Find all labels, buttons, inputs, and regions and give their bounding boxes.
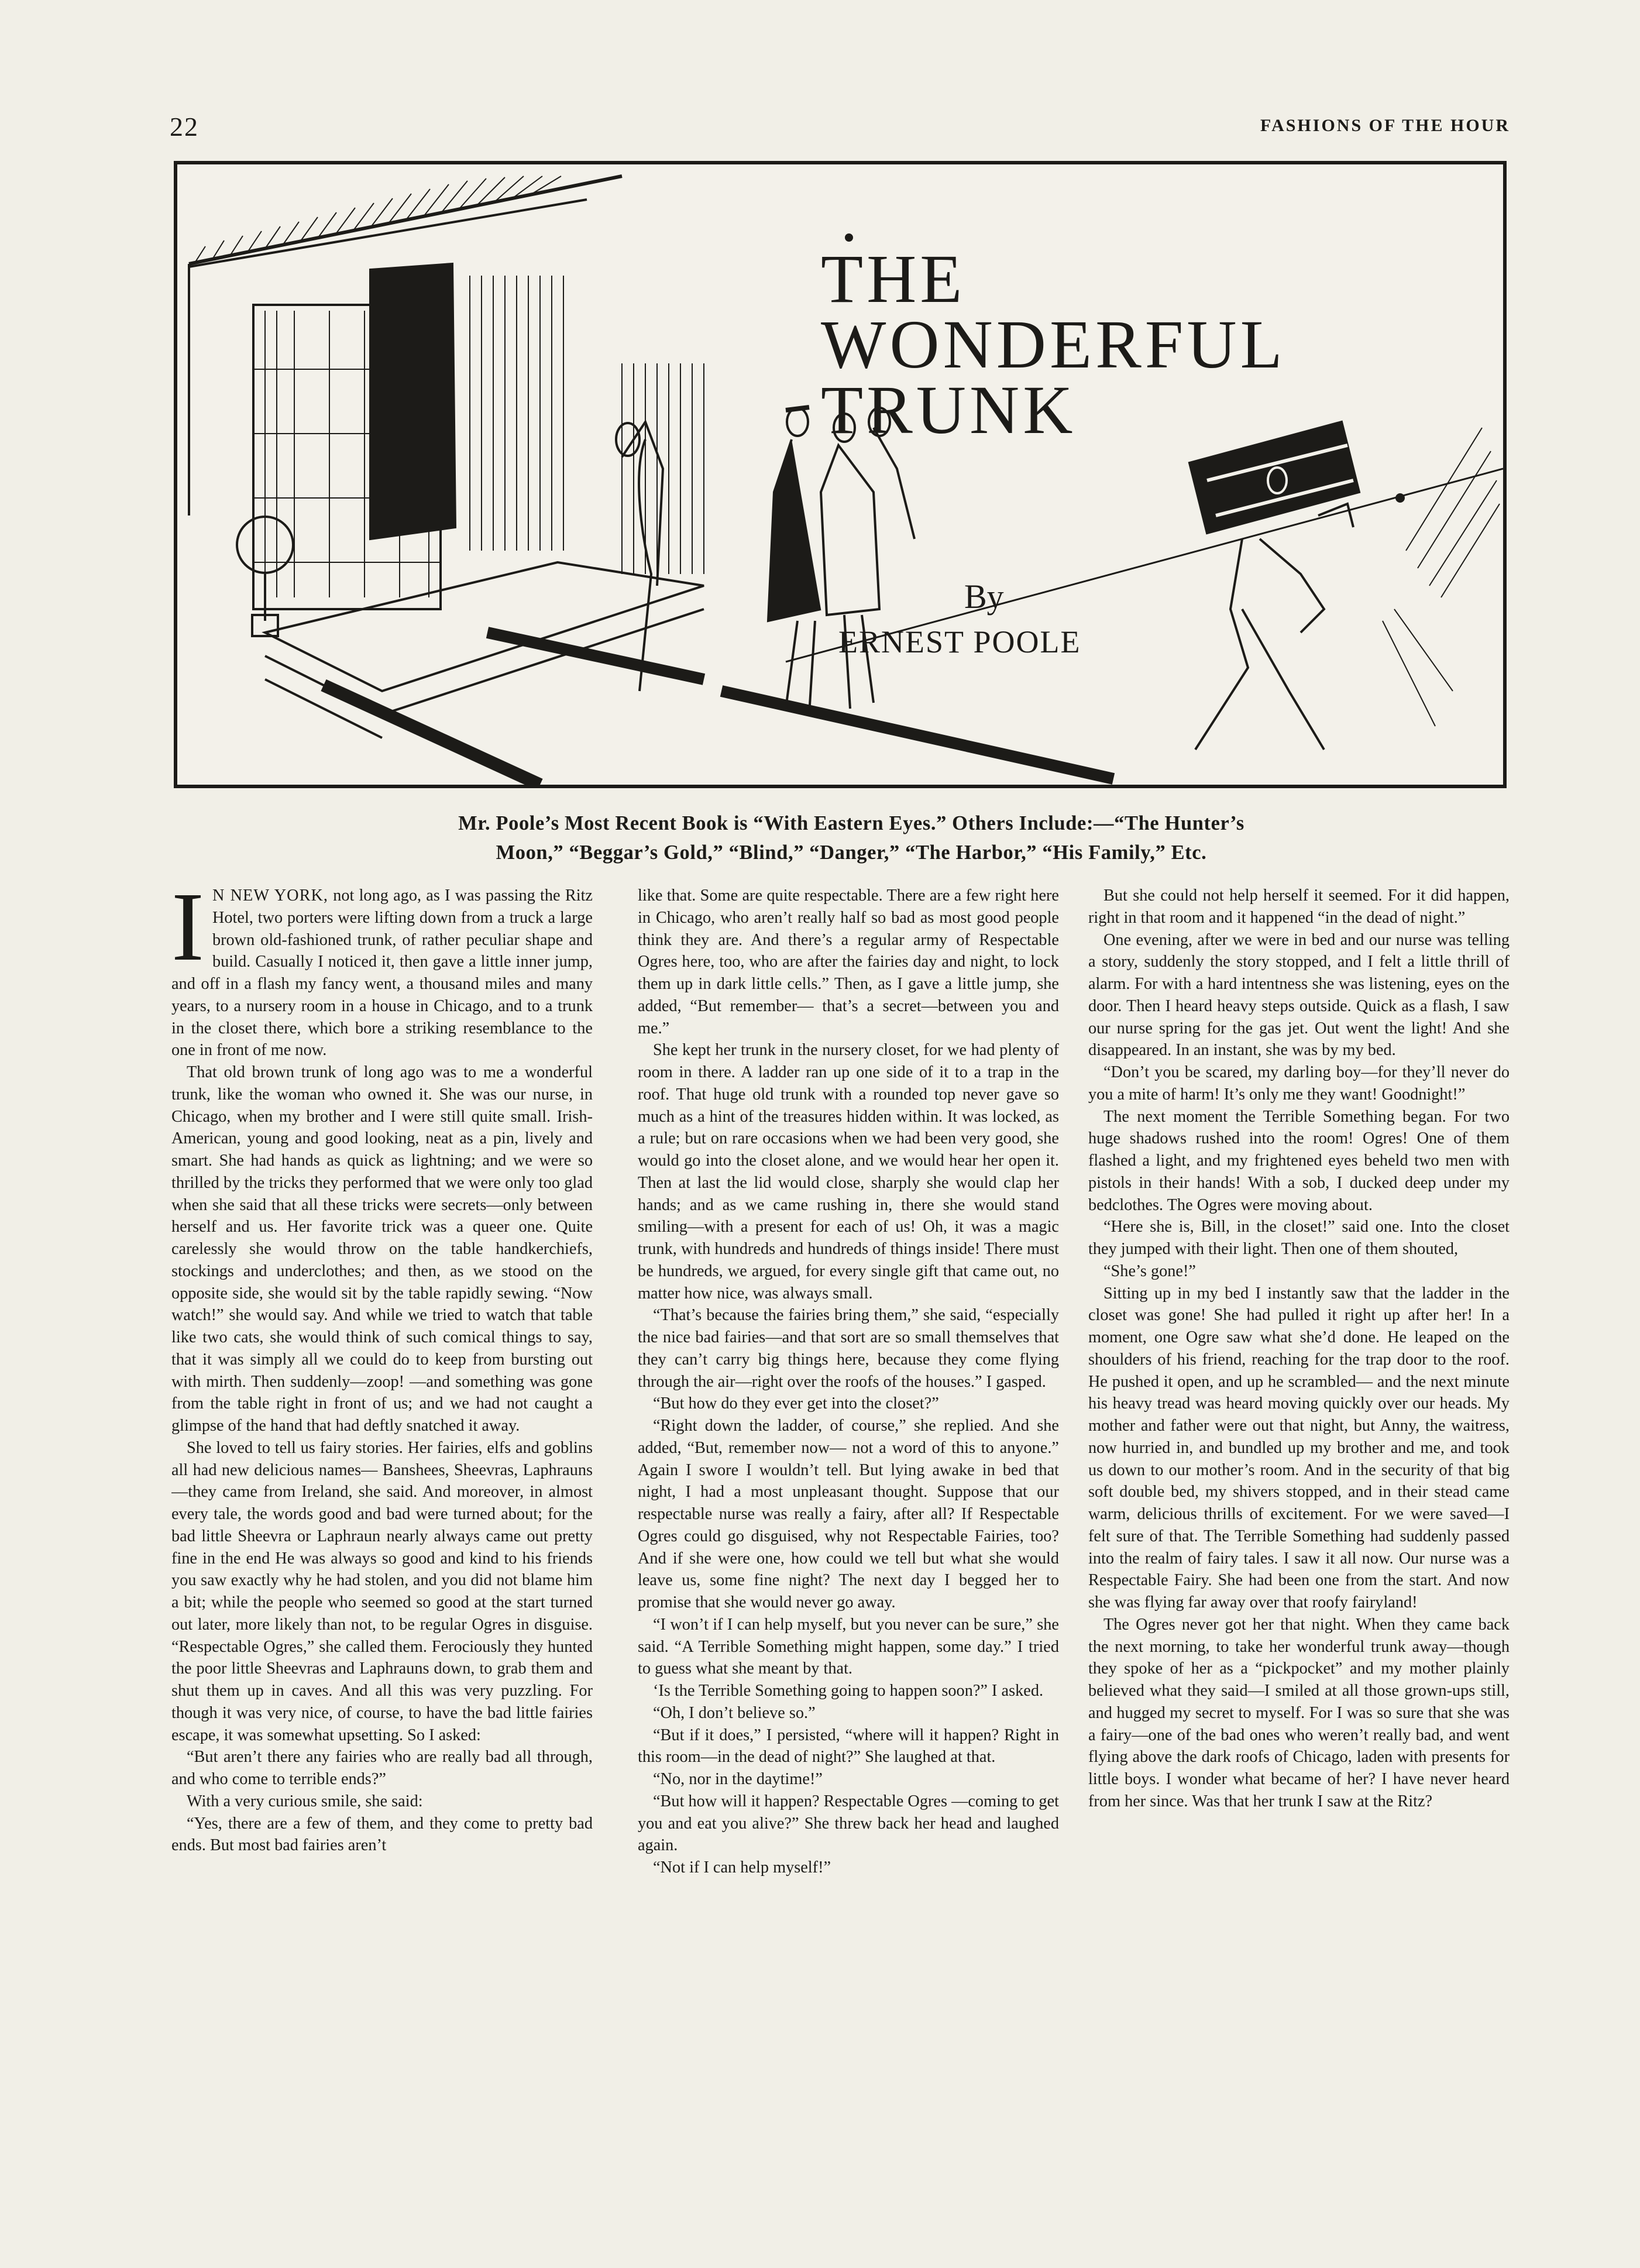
paragraph: That old brown trunk of long ago was to me a wonderful trunk, like the woman who owned it. She was our nurse, in Chicago, when my brother and I were still quite small. Irish-American, young and good looking, neat as a pin, lively and smart. She had hands as quick as lightning; and we were so thrilled by the tricks they performed that we were only too glad when she said that all these tricks were secrets—only between herself and us. Her favorite trick was a queer one. Quite carelessly she would throw on the table handkerchiefs, stockings and underclothes; and then, as we stood on the opposite side, she would sit by the table rapidly sewing. “Now watch!” she would say. And while we tried to watch that table like two cats, she would think of such comical things to say, that it was simply all we could do to keep from bursting out with mirth. Then suddenly—zoop! —and something was gone from the table right in front of us; and we had not caught a glimpse of the hand that had deftly snatched it away. <box>171 1063 593 1435</box>
paragraph: “But how will it happen? Respectable Ogres —coming to get you and eat you alive?” She threw back her head and laughed again. <box>638 1792 1059 1855</box>
paragraph: “But aren’t there any fairies who are really bad all through, and who come to terrible ends?” <box>171 1748 593 1788</box>
article-column-2 <box>638 885 1059 2207</box>
opening-paragraph <box>171 885 593 1061</box>
byline-by: By <box>964 578 1004 616</box>
title-illustration <box>174 161 1507 788</box>
paragraph: Sitting up in my bed I instantly saw that the ladder in the closet was gone! She had pulled it right up after her! In a moment, one Ogre saw what she’d done. He leaped on the shoulders of his friend, reaching for the trap door to the roof. He pushed it open, and up he scrambled— and the next minute his heavy tread was heard moving quickly over our heads. My mother and father were out that night, but Anny, the waitress, now hurried in, and bundled up my brother and me, and took us down to our mother’s room. And in the security of that big soft double bed, my shivers stopped, and in their stead came warm, delicious thrills of excitement. For we were saved—I felt sure of that. The Terrible Something had suddenly passed into the realm of fairy tales. I saw it all now. Our nurse was a Respectable Fairy. She had been one from the start. And now she was flying far away over that roofy fairyland! <box>1088 1284 1510 1611</box>
paragraph: She kept her trunk in the nursery closet, for we had plenty of room in there. A ladder ran up one side of it to a trap in the roof. That huge old trunk with a rounded top never gave so much as a hint of the treasures hidden within. It was locked, as a rule; but on rare occasions when we had been very good, she would go into the closet alone, and we would hear her open it. Then at last the lid would close, sharply she would clap her hands; and as we came rushing in, there she would stand smiling—with a present for each of us! Oh, it was a magic trunk, with hundreds and hundreds of things inside! There must be hundreds, we argued, for every single gift that came out, no matter how nice, was always small. <box>638 1041 1059 1303</box>
paragraph: “That’s because the fairies bring them,” she said, “especially the nice bad fairies—and that sort are so small themselves that they can’t carry big things here, because they come flying through the air—right over the roofs of the houses.” I gasped. <box>638 1306 1059 1391</box>
paragraph: “But how do they ever get into the closet?” <box>653 1394 939 1413</box>
paragraph: “But if it does,” I persisted, “where will it happen? Right in this room—in the dead of night?” She laughed at that. <box>638 1726 1059 1767</box>
paragraph: like that. Some are quite respectable. There are a few right here in Chicago, who aren’t really half so bad as most good people think they are. And there’s a regular army of Respectable Ogres here, too, who are after the fairies day and night, to lock them up in dark little cells.” Then, as I gave a little jump, she added, “But remember— that’s a secret—between you and me.” <box>638 886 1059 1037</box>
paragraph: The Ogres never got her that night. When they came back the next morning, to take her wonderful trunk away—though they spoke of her as a “pickpocket” and my mother plainly believed what they said—I smiled at all those grown-ups still, and hugged my secret to myself. For I was so sure that she was a fairy—one of the bad ones who weren’t really bad, and went flying above the dark roofs of Chicago, laden with presents for little boys. I wonder what became of her? I have never heard from her since. Was that her trunk I saw at the Ritz? <box>1088 1615 1510 1810</box>
paragraph: “Oh, I don’t believe so.” <box>653 1703 816 1722</box>
paragraph: “Yes, there are a few of them, and they come to pretty bad ends. But most bad fairies aren’t <box>171 1814 593 1855</box>
title-line-2: WONDERFUL <box>821 306 1286 383</box>
caption-line-1: Mr. Poole’s Most Recent Book is “With Eastern Eyes.” Others Include:—“The Hunter’s <box>458 812 1244 834</box>
paragraph: One evening, after we were in bed and our nurse was telling a story, suddenly the story stopped, and I felt a little thrill of alarm. For with a hard intentness she was listening, eyes on the door. Then I heard heavy steps outside. Quick as a flash, I saw our nurse spring for the gas jet. Out went the light! And she disappeared. In an instant, she was by my bed. <box>1088 930 1510 1060</box>
paragraph: The next moment the Terrible Something began. For two huge shadows rushed into the room! Ogres! One of them flashed a light, and my frightened eyes beheld two men with pistols in their hands! With a sob, I ducked deep under my bedclothes. The Ogres were moving about. <box>1088 1107 1510 1214</box>
paragraph: “I won’t if I can help myself, but you never can be sure,” she said. “A Terrible Something might happen, some day.” I tried to guess what she meant by that. <box>638 1615 1059 1678</box>
page-header <box>170 111 1510 140</box>
title-block <box>821 240 1286 659</box>
article-column-1 <box>171 885 593 2207</box>
paragraph: “Here she is, Bill, in the closet!” said one. Into the closet they jumped with their light. Then one of them shouted, <box>1088 1218 1510 1258</box>
paragraph: But she could not help herself it seemed. For it did happen, right in that room and it happened “in the dead of night.” <box>1088 886 1510 927</box>
drop-cap: I <box>171 885 204 981</box>
title-line-3: TRUNK <box>821 372 1077 448</box>
paragraph: “She’s gone!” <box>1103 1262 1196 1280</box>
paragraph: “Not if I can help myself!” <box>653 1858 831 1877</box>
opening-words: N NEW YORK, <box>212 886 328 905</box>
paragraph: “Right down the ladder, of course,” she replied. And she added, “But, remember now— not a word of this to anyone.” Again I swore I wouldn’t tell. But lying awake in bed that night, I had a most unpleasant thought. Suppose that our respectable nurse was really a fairy, after all? If Respectable Ogres could go disguised, why not Respectable Fairies, too? And if she were one, how could we tell but what she would leave us, some fine night? The next day I begged her to promise that she would never go away. <box>638 1417 1059 1611</box>
article-column-3 <box>1088 885 1510 2207</box>
paragraph: not long ago, as I was passing the Ritz Hotel, two porters were lifting down from a truck a large brown old-fashioned trunk, of rather peculiar shape and build. Casually I noticed it, then gave a little inner jump, and off in a flash my fancy went, a thousand miles and many years, to a nursery room in a house in Chicago, and to a trunk in the closet there, which bore a striking resemblance to the one in front of me now. <box>171 886 593 1060</box>
paragraph: ‘Is the Terrible Something going to happen soon?” I asked. <box>653 1682 1044 1700</box>
paragraph: With a very curious smile, she said: <box>187 1792 423 1810</box>
paragraph: “Don’t you be scared, my darling boy—for they’ll never do you a mite of harm! It’s only me they want! Goodnight!” <box>1088 1063 1510 1104</box>
paragraph: “No, nor in the daytime!” <box>653 1770 823 1788</box>
page-number: 22 <box>170 112 199 142</box>
running-head: FASHIONS OF THE HOUR <box>1260 116 1510 135</box>
book-caption <box>351 809 1352 867</box>
author-name: ERNEST POOLE <box>838 624 1081 659</box>
paragraph: She loved to tell us fairy stories. Her fairies, elfs and goblins all had new delicious names— Banshees, Sheevras, Laphrauns—they came from Ireland, she said. And moreover, in almost every tale, the words good and bad were turned about; for the bad little Sheevra or Laphraun nearly always came out pretty fine in the end He was always so good and kind to his friends you saw exactly why he had stolen, and you did not blame him a bit; while the people who seemed so good at the start turned out later, more likely than not, to be regular Ogres in disguise. “Respectable Ogres,” she called them. Ferociously they hunted the poor little Sheevras and Laphrauns down, to grab them and shut them up in caves. And all this was very puzzling. For though it was very nice, of course, to have the bad little fairies escape, it was somewhat upsetting. So I asked: <box>171 1438 593 1744</box>
title-line-1: THE <box>821 240 966 317</box>
caption-line-2: Moon,” “Beggar’s Gold,” “Blind,” “Danger,” “The Harbor,” “His Family,” Etc. <box>496 841 1207 864</box>
